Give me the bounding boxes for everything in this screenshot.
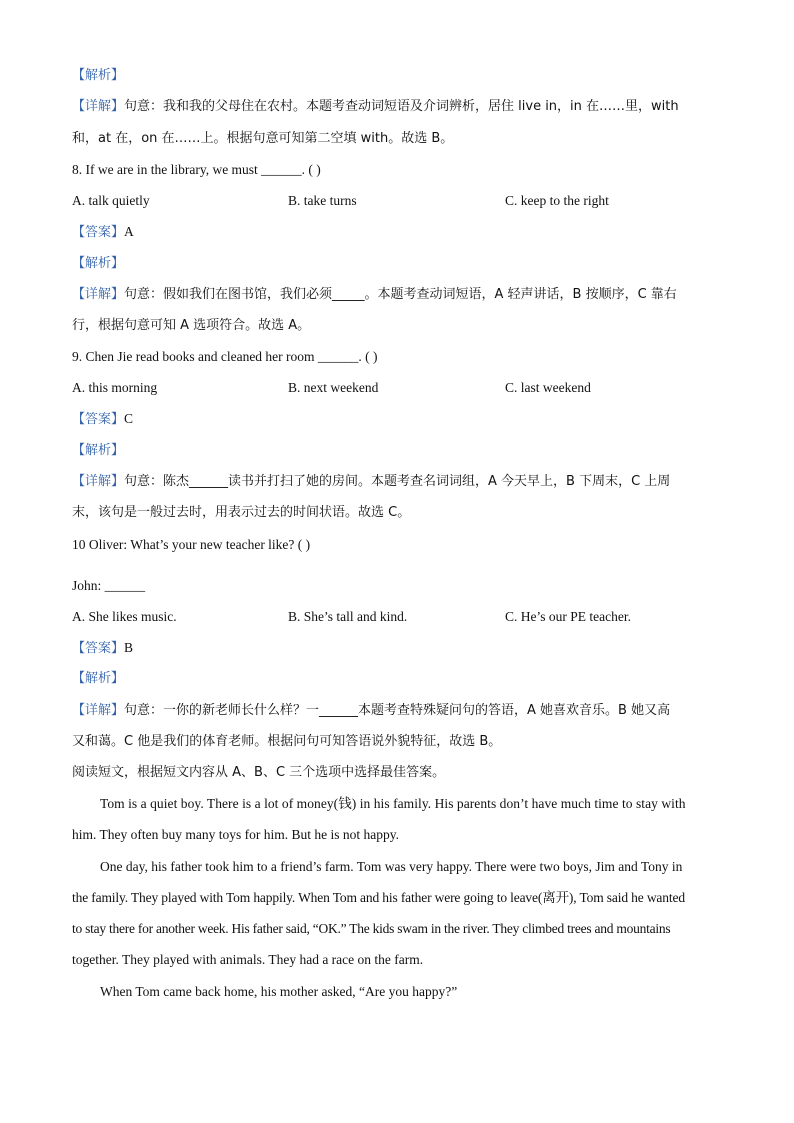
q9-detail-line-2: 末，该句是一般过去时，用表示过去的时间状语。故选 C。 <box>72 505 411 520</box>
analysis-label: 【解析】 <box>72 68 125 83</box>
q8-option-a: A. talk quietly <box>72 193 150 208</box>
passage-p1-line-1: Tom is a quiet boy. There is a lot of money(钱) in his family. His parents don’t have much time to stay with <box>100 796 686 811</box>
q10-analysis-label: 【解析】 <box>72 671 125 686</box>
q9-option-b: B. next weekend <box>288 380 379 395</box>
q9-detail-line-1: 【详解】句意：陈杰______读书并打扫了她的房间。本题考查名词词组，A 今天早上，B 下周末，C 上周 <box>72 474 671 489</box>
q9-stem: 9. Chen Jie read books and cleaned her room ______. ( ) <box>72 349 378 364</box>
detail-label: 【详解】 <box>72 474 125 489</box>
q7-detail-line-2: 和，at 在，on 在……上。根据句意可知第二空填 with。故选 B。 <box>72 131 454 146</box>
q10-detail-line-1: 【详解】句意：一你的新老师长什么样？一______本题考查特殊疑问句的答语，A 她喜欢音乐。B 她又高 <box>72 703 671 718</box>
detail-label: 【详解】 <box>72 99 125 114</box>
q9-option-a: A. this morning <box>72 380 158 395</box>
answer-label: 【答案】 <box>72 412 125 427</box>
q8-analysis-label: 【解析】 <box>72 256 125 271</box>
q9-analysis-label: 【解析】 <box>72 443 125 458</box>
passage-p2-line-2: the family. They played with Tom happily. When Tom and his father were going to leave(离开), Tom said he wanted <box>72 890 685 905</box>
q8-stem: 8. If we are in the library, we must ______. ( ) <box>72 162 321 177</box>
reading-instruction: 阅读短文，根据短文内容从 A、B、C 三个选项中选择最佳答案。 <box>72 765 446 780</box>
q10-answer: 【答案】B <box>72 640 134 656</box>
q8-option-c: C. keep to the right <box>505 193 609 208</box>
answer-label: 【答案】 <box>72 225 125 240</box>
q10-stem: 10 Oliver: What’s your new teacher like? ( ) <box>72 537 311 552</box>
detail-label: 【详解】 <box>72 703 125 718</box>
q9-answer: 【答案】C <box>72 411 134 427</box>
q9-option-c: C. last weekend <box>505 380 591 395</box>
passage-p2-line-1: One day, his father took him to a friend’s farm. Tom was very happy. There were two boys, Jim and Tony in <box>100 859 683 874</box>
q10-option-a: A. She likes music. <box>72 609 177 624</box>
q10-stem-2: John: ______ <box>72 578 146 593</box>
q8-option-b: B. take turns <box>288 193 357 208</box>
detail-label: 【详解】 <box>72 287 125 302</box>
passage-p2-line-3: to stay there for another week. His father said, “OK.” The kids swam in the river. They climbed trees and mountains <box>72 921 671 936</box>
q7-detail-line-1: 【详解】句意：我和我的父母住在农村。本题考查动词短语及介词辨析，居住 live in，in 在……里，with <box>72 99 679 114</box>
passage-p2-line-4: together. They played with animals. They had a race on the farm. <box>72 952 424 967</box>
q10-option-b: B. She’s tall and kind. <box>288 609 408 624</box>
answer-label: 【答案】 <box>72 641 125 656</box>
q8-detail-line-2: 行，根据句意可知 A 选项符合。故选 A。 <box>72 318 311 333</box>
passage-p3-line-1: When Tom came back home, his mother asked, “Are you happy?” <box>100 984 458 999</box>
q10-detail-line-2: 又和蔼。C 他是我们的体育老师。根据问句可知答语说外貌特征，故选 B。 <box>72 734 502 749</box>
q8-answer: 【答案】A <box>72 224 134 240</box>
q10-option-c: C. He’s our PE teacher. <box>505 609 631 624</box>
passage-p1-line-2: him. They often buy many toys for him. But he is not happy. <box>72 827 399 842</box>
q8-detail-line-1: 【详解】句意：假如我们在图书馆，我们必须_____。本题考查动词短语，A 轻声讲话，B 按顺序，C 靠右 <box>72 287 677 302</box>
